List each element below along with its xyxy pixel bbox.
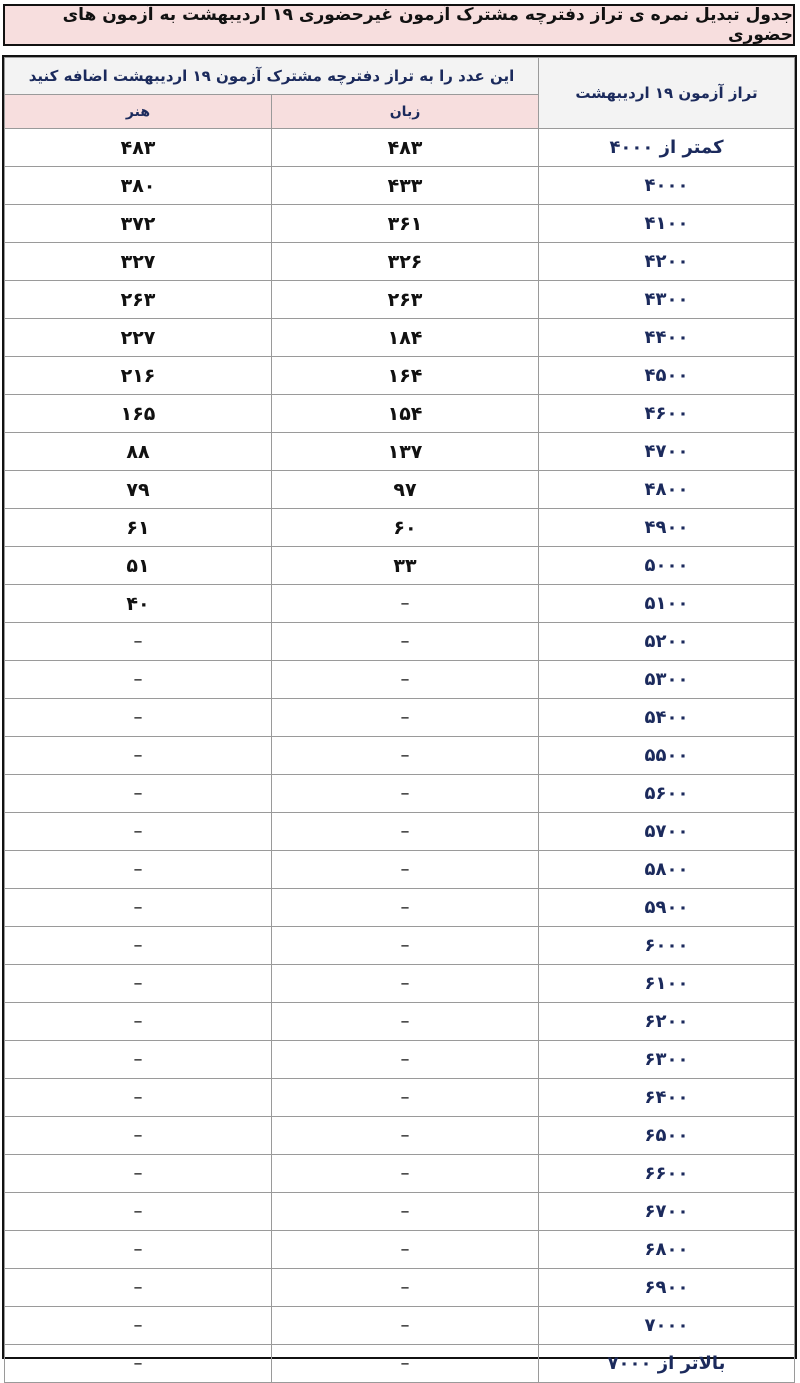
cell-zaban: – bbox=[272, 1117, 539, 1155]
cell-zaban: – bbox=[272, 623, 539, 661]
cell-zaban: – bbox=[272, 585, 539, 623]
table-row bbox=[5, 129, 795, 167]
cell-zaban: – bbox=[272, 1155, 539, 1193]
cell-zaban: – bbox=[272, 1193, 539, 1231]
cell-honar: – bbox=[5, 623, 272, 661]
table-row bbox=[5, 699, 795, 737]
cell-zaban: – bbox=[272, 965, 539, 1003]
cell-honar: – bbox=[5, 889, 272, 927]
table-row bbox=[5, 927, 795, 965]
table-row bbox=[5, 167, 795, 205]
table-header bbox=[5, 58, 795, 129]
cell-traz: ۴۲۰۰ bbox=[539, 243, 795, 281]
cell-zaban: ۲۶۳ bbox=[272, 281, 539, 319]
cell-honar: – bbox=[5, 1193, 272, 1231]
cell-honar: – bbox=[5, 1307, 272, 1345]
table-row bbox=[5, 243, 795, 281]
cell-honar: ۴۸۳ bbox=[5, 129, 272, 167]
cell-traz: ۵۵۰۰ bbox=[539, 737, 795, 775]
cell-honar: – bbox=[5, 737, 272, 775]
cell-traz: ۶۸۰۰ bbox=[539, 1231, 795, 1269]
cell-honar: ۳۲۷ bbox=[5, 243, 272, 281]
table-row bbox=[5, 889, 795, 927]
table-row bbox=[5, 1193, 795, 1231]
cell-honar: ۲۲۷ bbox=[5, 319, 272, 357]
cell-traz: ۴۱۰۰ bbox=[539, 205, 795, 243]
cell-zaban: ۱۵۴ bbox=[272, 395, 539, 433]
cell-honar: – bbox=[5, 1269, 272, 1307]
table-row bbox=[5, 1231, 795, 1269]
table-row bbox=[5, 775, 795, 813]
cell-zaban: – bbox=[272, 1003, 539, 1041]
cell-honar: – bbox=[5, 813, 272, 851]
conversion-table bbox=[4, 57, 795, 1383]
cell-honar: ۴۰ bbox=[5, 585, 272, 623]
table-row bbox=[5, 737, 795, 775]
header-honar: هنر bbox=[5, 95, 272, 129]
cell-traz: ۴۳۰۰ bbox=[539, 281, 795, 319]
table-row bbox=[5, 1345, 795, 1383]
cell-traz: ۶۵۰۰ bbox=[539, 1117, 795, 1155]
cell-zaban: – bbox=[272, 927, 539, 965]
cell-honar: – bbox=[5, 1117, 272, 1155]
cell-traz: ۴۸۰۰ bbox=[539, 471, 795, 509]
table-row bbox=[5, 471, 795, 509]
table-row bbox=[5, 1155, 795, 1193]
header-row-main bbox=[5, 58, 795, 95]
cell-zaban: – bbox=[272, 851, 539, 889]
table-row bbox=[5, 433, 795, 471]
cell-zaban: – bbox=[272, 1231, 539, 1269]
header-add-group: این عدد را به تراز دفترچه مشترک آزمون ۱۹ اردیبهشت اضافه کنید bbox=[5, 58, 539, 95]
cell-zaban: ۳۶۱ bbox=[272, 205, 539, 243]
table-row bbox=[5, 395, 795, 433]
cell-zaban: ۴۳۳ bbox=[272, 167, 539, 205]
cell-honar: – bbox=[5, 1003, 272, 1041]
cell-traz: ۵۱۰۰ bbox=[539, 585, 795, 623]
table-row bbox=[5, 661, 795, 699]
table-row bbox=[5, 1117, 795, 1155]
table-row bbox=[5, 1003, 795, 1041]
cell-traz: ۴۷۰۰ bbox=[539, 433, 795, 471]
cell-zaban: ۳۲۶ bbox=[272, 243, 539, 281]
cell-honar: – bbox=[5, 661, 272, 699]
table-body bbox=[5, 129, 795, 1383]
cell-zaban: – bbox=[272, 1307, 539, 1345]
cell-traz: بالاتر از ۷۰۰۰ bbox=[539, 1345, 795, 1383]
cell-traz: ۵۶۰۰ bbox=[539, 775, 795, 813]
cell-traz: ۵۴۰۰ bbox=[539, 699, 795, 737]
cell-honar: – bbox=[5, 1079, 272, 1117]
cell-zaban: – bbox=[272, 1079, 539, 1117]
cell-traz: ۵۰۰۰ bbox=[539, 547, 795, 585]
table-row bbox=[5, 509, 795, 547]
cell-traz: ۴۹۰۰ bbox=[539, 509, 795, 547]
cell-traz: ۵۹۰۰ bbox=[539, 889, 795, 927]
cell-traz: ۶۹۰۰ bbox=[539, 1269, 795, 1307]
cell-zaban: ۳۳ bbox=[272, 547, 539, 585]
cell-traz: ۶۱۰۰ bbox=[539, 965, 795, 1003]
cell-traz: ۵۲۰۰ bbox=[539, 623, 795, 661]
cell-honar: – bbox=[5, 927, 272, 965]
cell-honar: ۲۶۳ bbox=[5, 281, 272, 319]
cell-zaban: – bbox=[272, 1269, 539, 1307]
table-row bbox=[5, 585, 795, 623]
cell-traz: ۵۷۰۰ bbox=[539, 813, 795, 851]
table-row bbox=[5, 965, 795, 1003]
cell-zaban: – bbox=[272, 661, 539, 699]
cell-zaban: ۶۰ bbox=[272, 509, 539, 547]
cell-traz: ۴۶۰۰ bbox=[539, 395, 795, 433]
cell-honar: ۱۶۵ bbox=[5, 395, 272, 433]
table-row bbox=[5, 1079, 795, 1117]
cell-traz: ۴۰۰۰ bbox=[539, 167, 795, 205]
table-row bbox=[5, 547, 795, 585]
cell-honar: ۷۹ bbox=[5, 471, 272, 509]
cell-honar: – bbox=[5, 1155, 272, 1193]
cell-honar: – bbox=[5, 1041, 272, 1079]
table-row bbox=[5, 205, 795, 243]
cell-traz: ۶۰۰۰ bbox=[539, 927, 795, 965]
cell-zaban: – bbox=[272, 813, 539, 851]
cell-honar: – bbox=[5, 1345, 272, 1383]
table-row bbox=[5, 357, 795, 395]
cell-honar: ۳۷۲ bbox=[5, 205, 272, 243]
cell-honar: – bbox=[5, 1231, 272, 1269]
table-row bbox=[5, 1041, 795, 1079]
cell-traz: ۶۷۰۰ bbox=[539, 1193, 795, 1231]
cell-traz: ۵۸۰۰ bbox=[539, 851, 795, 889]
table-row bbox=[5, 1269, 795, 1307]
cell-honar: ۲۱۶ bbox=[5, 357, 272, 395]
cell-traz: ۴۴۰۰ bbox=[539, 319, 795, 357]
cell-honar: – bbox=[5, 699, 272, 737]
header-zaban: زبان bbox=[272, 95, 539, 129]
cell-zaban: – bbox=[272, 1041, 539, 1079]
cell-traz: ۶۶۰۰ bbox=[539, 1155, 795, 1193]
cell-traz: ۶۴۰۰ bbox=[539, 1079, 795, 1117]
header-traz: تراز آزمون ۱۹ اردیبهشت bbox=[539, 58, 795, 129]
cell-honar: ۵۱ bbox=[5, 547, 272, 585]
cell-zaban: ۱۳۷ bbox=[272, 433, 539, 471]
cell-honar: ۳۸۰ bbox=[5, 167, 272, 205]
table-row bbox=[5, 1307, 795, 1345]
cell-honar: – bbox=[5, 851, 272, 889]
cell-traz: ۶۲۰۰ bbox=[539, 1003, 795, 1041]
cell-zaban: ۱۶۴ bbox=[272, 357, 539, 395]
table-row bbox=[5, 319, 795, 357]
cell-honar: – bbox=[5, 775, 272, 813]
cell-honar: ۸۸ bbox=[5, 433, 272, 471]
cell-traz: ۴۵۰۰ bbox=[539, 357, 795, 395]
table-row bbox=[5, 623, 795, 661]
cell-honar: ۶۱ bbox=[5, 509, 272, 547]
cell-zaban: ۹۷ bbox=[272, 471, 539, 509]
cell-traz: ۶۳۰۰ bbox=[539, 1041, 795, 1079]
cell-zaban: – bbox=[272, 737, 539, 775]
cell-zaban: ۴۸۳ bbox=[272, 129, 539, 167]
cell-traz: ۷۰۰۰ bbox=[539, 1307, 795, 1345]
table-row bbox=[5, 851, 795, 889]
cell-zaban: – bbox=[272, 699, 539, 737]
cell-traz: ۵۳۰۰ bbox=[539, 661, 795, 699]
cell-zaban: ۱۸۴ bbox=[272, 319, 539, 357]
cell-zaban: – bbox=[272, 889, 539, 927]
cell-traz: کمتر از ۴۰۰۰ bbox=[539, 129, 795, 167]
conversion-table-container bbox=[2, 55, 797, 1374]
cell-honar: – bbox=[5, 965, 272, 1003]
cell-zaban: – bbox=[272, 775, 539, 813]
table-row bbox=[5, 813, 795, 851]
table-row bbox=[5, 281, 795, 319]
cell-zaban: – bbox=[272, 1345, 539, 1383]
page-title: جدول تبدیل نمره ی تراز دفترچه مشترک آزمون غیرحضوری ۱۹ اردیبهشت به آزمون های حضوری bbox=[3, 4, 795, 46]
